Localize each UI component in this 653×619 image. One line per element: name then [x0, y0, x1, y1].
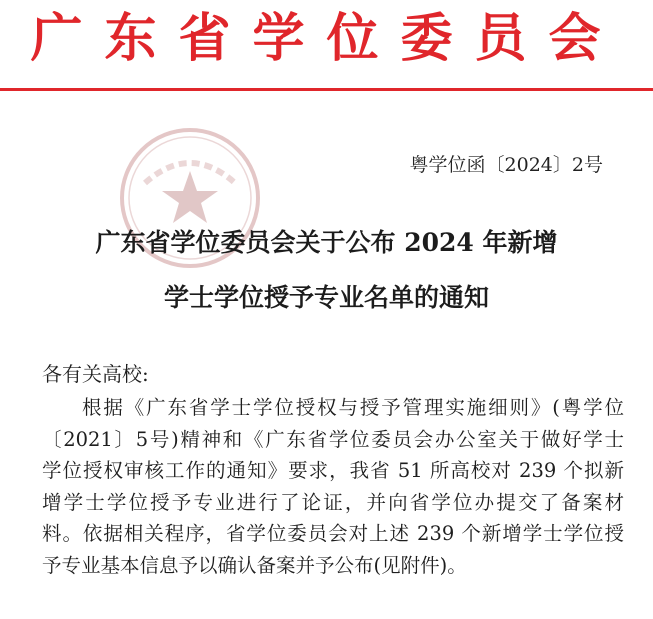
document-body [42, 392, 624, 582]
salutation: 各有关高校: [42, 362, 149, 386]
body-line: 料。依据相关程序，省学位委员会对上述 239 个新增学士学位授 [42, 522, 624, 546]
body-line: 学位授权审核工作的通知》要求，我省 51 所高校对 239 个拟新 [42, 459, 624, 483]
body-line: 〔2021〕5号)精神和《广东省学位委员会办公室关于做好学士 [42, 427, 624, 451]
header-red-rule [0, 88, 653, 91]
body-line: 根据《广东省学士学位授权与授予管理实施细则》(粤学位 [82, 396, 624, 419]
document-title-line-1: 广东省学位委员会关于公布 2024 年新增 [95, 228, 558, 257]
issuer-header-title: 广东省学位委员会 [30, 8, 623, 69]
document-title-line-2: 学士学位授予专业名单的通知 [163, 283, 489, 312]
body-line: 予专业基本信息予以确认备案并予公布(见附件)。 [42, 553, 467, 577]
body-line: 增学士学位授予专业进行了论证，并向省学位办提交了备案材 [42, 490, 624, 514]
document-number: 粤学位函〔2024〕2号 [409, 154, 603, 176]
